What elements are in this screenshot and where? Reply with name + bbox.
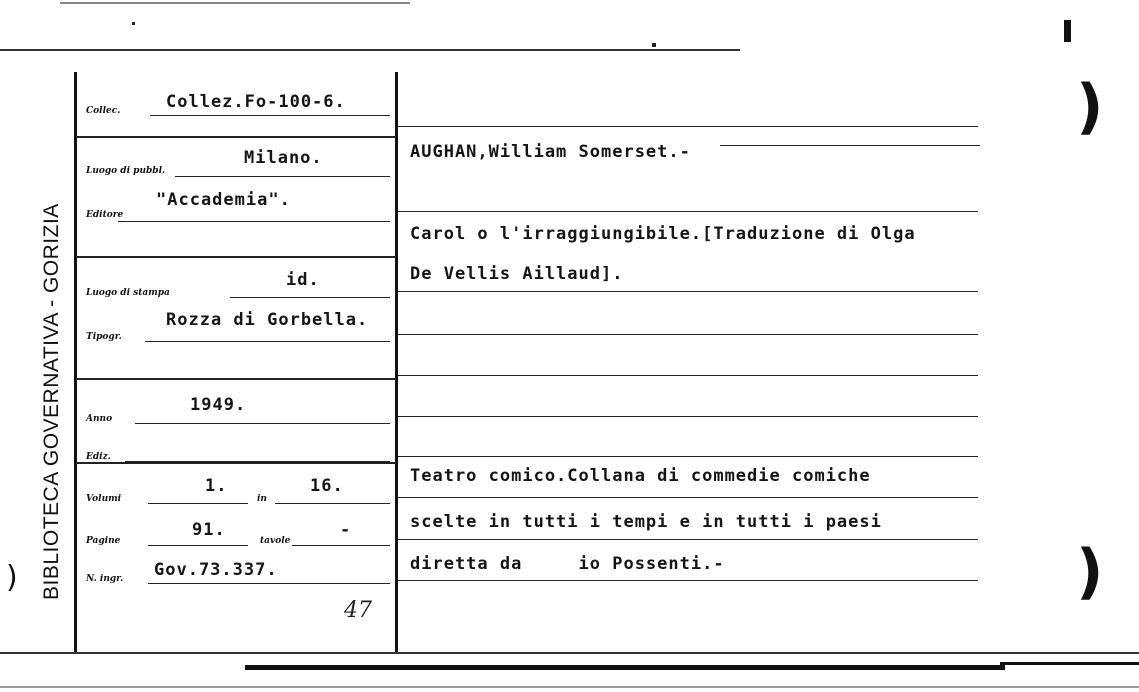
left-edge-mark: ) (6, 560, 18, 595)
value-pagine: 91. (192, 520, 226, 540)
card-line (398, 580, 978, 581)
top-rule (0, 49, 740, 51)
row-rule (76, 462, 396, 464)
bottom-thick-rule (245, 665, 1005, 670)
label-luogo-stampa: Luogo di stampa (86, 288, 170, 298)
card-line (398, 126, 978, 127)
card-line (398, 416, 978, 417)
right-bracket-mark: ) (1076, 72, 1104, 142)
field-underline (150, 115, 390, 116)
entry-author: AUGHAN,William Somerset.- (410, 142, 691, 162)
value-anno: 1949. (190, 395, 247, 415)
top-dash-line (60, 2, 410, 4)
card-line (398, 291, 978, 292)
library-stamp: BIBLIOTECA GOVERNATIVA - GORIZIA (40, 203, 63, 600)
value-editore: "Accademia". (156, 190, 291, 210)
entry-series-line-1: Teatro comico.Collana di commedie comiche (410, 466, 871, 486)
card-line (398, 334, 978, 335)
label-volumi: Volumi (86, 494, 122, 504)
label-tipografia: Tipogr. (86, 332, 122, 342)
field-underline (175, 176, 390, 177)
label-tavole: tavole (260, 536, 291, 546)
card-line (398, 456, 978, 457)
speck (652, 43, 656, 47)
card-line (720, 145, 980, 146)
bottom-edge-rule (1000, 662, 1139, 665)
field-underline (148, 583, 390, 584)
card-line (398, 497, 978, 498)
field-underline (135, 423, 390, 424)
label-numero-ingresso: N. ingr. (86, 574, 124, 584)
row-rule (76, 378, 396, 380)
value-volumi: 1. (205, 476, 228, 496)
field-underline (148, 545, 248, 546)
speck (132, 22, 135, 25)
punch-mark (1064, 20, 1071, 42)
value-tavole: - (340, 520, 352, 540)
label-edizione: Ediz. (86, 452, 111, 462)
field-underline (145, 341, 390, 342)
field-underline (148, 503, 248, 504)
label-collocazione: Collec. (86, 106, 121, 116)
label-anno: Anno (86, 414, 113, 424)
field-underline (275, 503, 390, 504)
field-underline (292, 545, 390, 546)
label-pagine: Pagine (86, 536, 121, 546)
value-numero-ingresso: Gov.73.337. (154, 560, 278, 580)
field-underline (125, 461, 390, 462)
label-luogo-pubblicazione: Luogo di pubbl. (86, 166, 166, 176)
label-in: in (257, 494, 267, 504)
label-editore: Editore (86, 210, 124, 220)
card-line (398, 211, 978, 212)
value-in: 16. (310, 476, 344, 496)
right-bracket-mark: ) (1076, 537, 1104, 607)
left-frame-line (74, 72, 77, 652)
value-luogo-stampa: id. (286, 270, 320, 290)
entry-series-line-3: diretta da io Possenti.- (410, 554, 725, 574)
value-tipografia: Rozza di Gorbella. (166, 310, 369, 330)
center-frame-line (395, 72, 398, 652)
card-line (398, 539, 978, 540)
bottom-faint-rule (0, 686, 1139, 688)
entry-series-line-2: scelte in tutti i tempi e in tutti i paesi (410, 512, 882, 532)
card-line (398, 375, 978, 376)
value-collocazione: Collez.Fo-100-6. (166, 92, 346, 112)
row-rule (76, 136, 396, 138)
value-luogo-pubblicazione: Milano. (244, 148, 323, 168)
entry-title-line-1: Carol o l'irraggiungibile.[Traduzione di Olga (410, 224, 916, 244)
field-underline (118, 221, 390, 222)
row-rule (76, 256, 396, 258)
entry-title-line-2: De Vellis Aillaud]. (410, 264, 624, 284)
handwritten-annotation: 47 (344, 598, 372, 623)
bottom-rule (0, 652, 1139, 654)
field-underline (230, 297, 390, 298)
